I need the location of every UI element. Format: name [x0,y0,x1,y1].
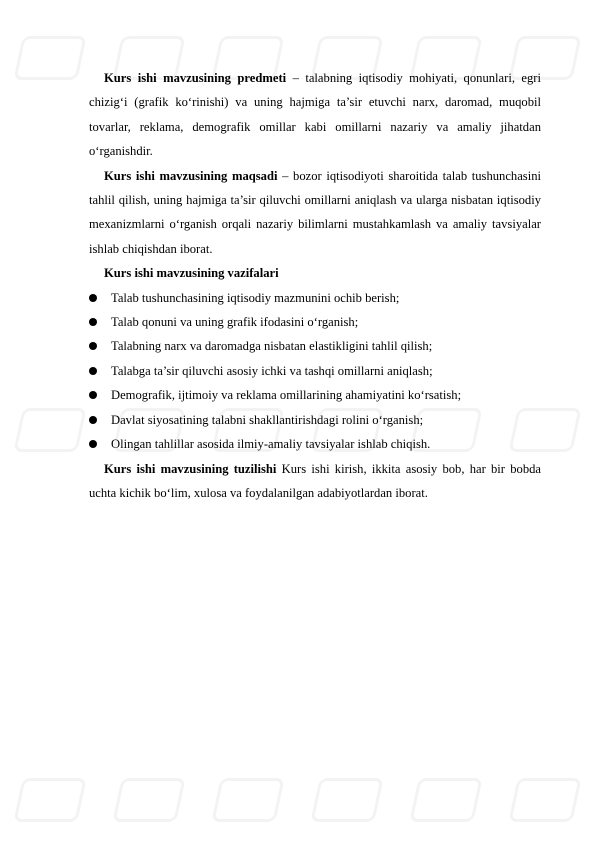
bullet-icon [89,294,97,302]
task-text: Olingan tahlillar asosida ilmiy-amaliy tavsiyalar ishlab chiqish. [111,437,431,452]
list-item [89,408,541,432]
structure-heading: Kurs ishi mavzusining tuzilishi [104,461,277,476]
watermark-logo [211,778,284,822]
list-item [89,334,541,358]
task-text: Talab tushunchasining iqtisodiy mazmunini ochib berish; [111,290,400,305]
list-item [89,359,541,383]
list-item [89,383,541,407]
subject-heading: Kurs ishi mavzusining predmeti [104,71,287,85]
task-text: Talabning narx va daromadga nisbatan elastikligini tahlil qilish; [111,339,433,354]
watermark-logo [509,778,582,822]
watermark-logo [410,778,483,822]
bullet-icon [89,391,97,399]
goal-paragraph [89,164,541,262]
goal-text: – bozor iqtisodiyoti sharoitida talab tushunchasini tahlil qilish, uning hajmiga ta’sir qiluvchi omillarni aniqlash va ularga nisbatan iqtisodiy mexanizmlarni o‘rganish orqali nazariy bilimlarni mustahkamlash va amaliy tavsiyalar ishlab chiqishdan iborat. [89,168,542,256]
list-item [89,286,541,310]
task-text: Davlat siyosatining talabni shakllantirishdagi rolini o‘rganish; [111,412,424,427]
watermark-logo [13,408,86,452]
bullet-icon [89,440,97,448]
watermark-logo [310,778,383,822]
document-body [89,66,541,505]
structure-paragraph [89,457,541,506]
subject-paragraph [89,66,541,164]
task-text: Talab qonuni va uning grafik ifodasini o‘rganish; [111,315,359,330]
watermark-logo [13,778,86,822]
bullet-icon [89,342,97,350]
list-item [89,310,541,334]
bullet-icon [89,367,97,375]
watermark-logo [112,778,185,822]
task-text: Talabga ta’sir qiluvchi asosiy ichki va tashqi omillarni aniqlash; [111,363,433,378]
subject-text: – talabning iqtisodiy mohiyati, qonunlari, egri chizig‘i (grafik ko‘rinishi) va uning hajmiga ta’sir etuvchi narx, daromad, muqobil tovarlar, reklama, demografik omillar kabi omillarni nazariy va amaliy jihatdan o‘rganishdir. [89,71,541,159]
tasks-list [89,286,541,457]
structure-text: Kurs ishi kirish, ikkita asosiy bob, har bir bobda uchta kichik bo‘lim, xulosa va foydalanilgan adabiyotlardan iborat. [89,461,541,500]
watermark-row [0,770,595,830]
bullet-icon [89,318,97,326]
goal-heading: Kurs ishi mavzusining maqsadi [104,168,278,183]
watermark-logo [13,36,86,80]
list-item [89,432,541,456]
bullet-icon [89,416,97,424]
task-text: Demografik, ijtimoiy va reklama omillarining ahamiyatini ko‘rsatish; [111,388,462,403]
tasks-heading: Kurs ishi mavzusining vazifalari [104,266,279,281]
